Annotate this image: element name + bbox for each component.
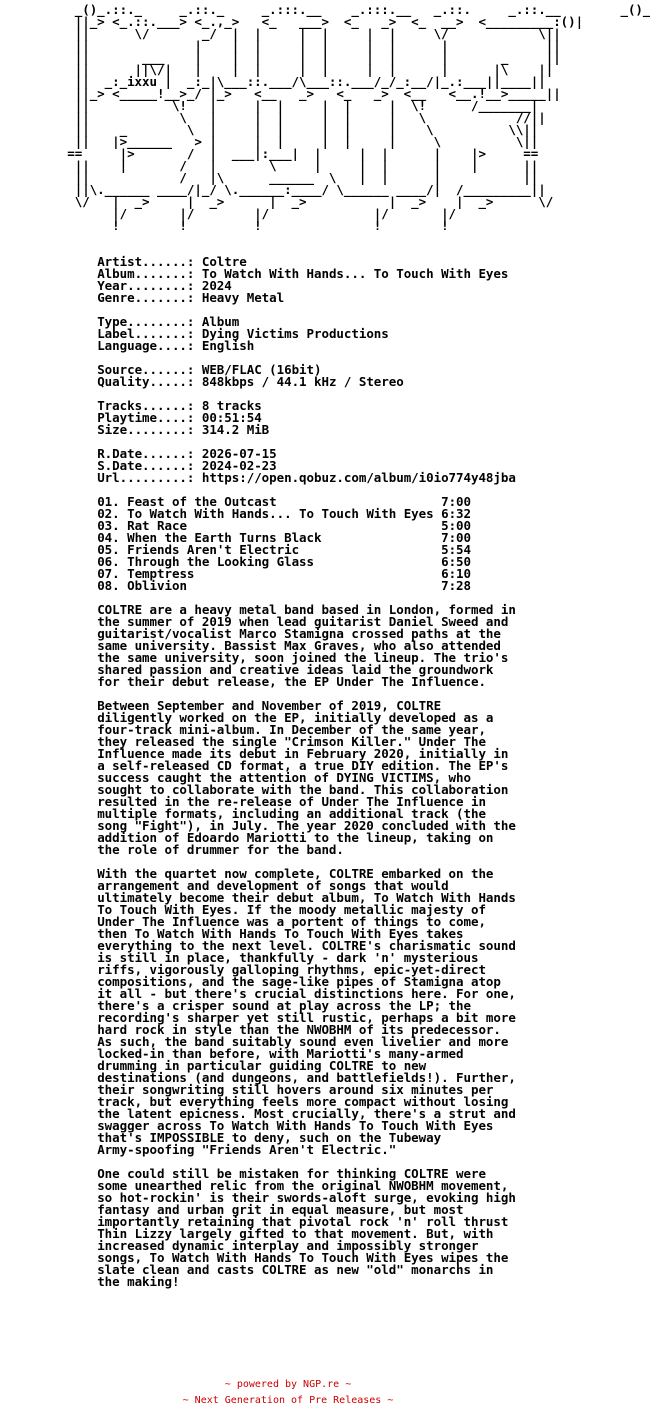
track-duration: 7:00: [441, 494, 471, 509]
description-line: success caught the attention of DYING VICTIMS, who: [97, 770, 471, 785]
track-number: 01.: [97, 494, 120, 509]
description-line: recording's sharper yet still rustic, perhaps a bit more: [97, 1010, 516, 1025]
ascii-art-line: || ___ | | | | | | | | _ ||: [0, 50, 561, 65]
tagline-text: ~ Next Generation of Pre Releases ~: [182, 1395, 394, 1406]
description-line: same university. Bassist Max Graves, who also attended: [97, 638, 501, 653]
description-line: As such, the band suitably sound even livelier and more: [97, 1034, 509, 1049]
track-duration: 6:50: [441, 554, 472, 569]
field-value-album: To Watch With Hands... To Touch With Eyes: [201, 266, 509, 281]
description-line: compositions, and the sage-like pipes of Stamigna atop: [97, 974, 501, 989]
track-duration: 6:32: [441, 506, 472, 521]
description-line: resulted in the re-release of Under The Influence in: [97, 794, 486, 809]
track-title: Through the Looking Glass: [127, 554, 315, 569]
description-line: a self-released CD format, a true DIY edition. The EP's: [97, 758, 509, 773]
description-line: destinations (and dungeons, and battlefields!). Further,: [97, 1070, 516, 1085]
track-duration: 5:00: [441, 518, 472, 533]
field-value-label: Dying Victims Productions: [201, 326, 389, 341]
field-label-tracks: Tracks......:: [97, 398, 195, 413]
field-value-url: https://open.qobuz.com/album/i0io774y48jba: [201, 470, 516, 485]
field-label-genre: Genre.......:: [97, 290, 195, 305]
description-line: importantly retaining that pivotal rock 'n' roll thrust: [97, 1214, 509, 1229]
description-line: song "Fight"), in July. The year 2020 concluded with the: [97, 818, 516, 833]
track-number: 05.: [97, 542, 120, 557]
description-line: To Touch With Eyes. If the moody metallic majesty of: [97, 902, 486, 917]
description-line: for their debut release, the EP Under The Influence.: [97, 674, 486, 689]
ascii-art-line: || ||\/| | | | | | | | | |\ ||: [0, 62, 554, 77]
field-label-artist: Artist......:: [97, 254, 195, 269]
description-line: the latent epicness. Most crucially, there's a strut and: [97, 1106, 516, 1121]
ascii-art-line: ||_> <_.::.___> <_.,_> <_ ___> <_ _> <_ __> <_________:()|: [0, 14, 584, 29]
ascii-art-line: _()_.::._ _.::._ _.:::.__ _.:::.__ _.::. _.::.__ _()_: [0, 2, 650, 17]
field-value-quality: 848kbps / 44.1 kHz / Stereo: [201, 374, 404, 389]
description-line: then To Watch With Hands To Touch With Eyes takes: [97, 926, 464, 941]
ascii-art-line: || \! | | | | | | \! /_______|: [0, 98, 539, 113]
ascii-art-line: ! ! ! ! !: [0, 218, 449, 233]
description-line: the role of drummer for the band.: [97, 842, 344, 857]
field-label-quality: Quality.....:: [97, 374, 195, 389]
ascii-art-line: || _:_ixxu | _:_|\___::.___/\___::.___/_/_:__/|_.:___||____||: [0, 74, 546, 89]
description-line: riffs, vigorously galloping rhythms, epic-yet-direct: [97, 962, 486, 977]
track-duration: 6:10: [441, 566, 471, 581]
field-label-year: Year........:: [97, 278, 195, 293]
description-line: With the quartet now complete, COLTRE embarked on the: [97, 866, 494, 881]
track-duration: 5:54: [441, 542, 472, 557]
description-line: songs, To Watch With Hands To Touch With Eyes wipes the: [97, 1250, 509, 1265]
description-line: is still in place, thankfully - dark 'n' mysterious: [97, 950, 479, 965]
ascii-art-line: |/ |/ |/ |/ |/: [0, 206, 457, 221]
description-line: guitarist/vocalist Marco Stamigna crossed paths at the: [97, 626, 501, 641]
ascii-art-line: || |>______ > | | | | | | \ \||: [0, 134, 539, 149]
track-number: 06.: [97, 554, 120, 569]
description-line: drumming in particular guiding COLTRE to new: [97, 1058, 427, 1073]
track-number: 07.: [97, 566, 120, 581]
ascii-art-line: || | | | | | | | | ||: [0, 38, 561, 53]
description-line: Under The Influence was a portent of things to come,: [97, 914, 486, 929]
field-value-genre: Heavy Metal: [201, 290, 285, 305]
field-label-playtime: Playtime....:: [97, 410, 195, 425]
description-line: diligently worked on the EP, initially developed as a: [97, 710, 494, 725]
description-line: multiple formats, including an additional track (the: [97, 806, 486, 821]
description-line: COLTRE are a heavy metal band based in London, formed in: [97, 602, 516, 617]
nfo-text: [0, 2, 650, 1289]
description-line: everything to the next level. COLTRE's charismatic sound: [97, 938, 516, 953]
field-value-size: 314.2 MiB: [201, 422, 270, 437]
ascii-art-line: || _ \ | | | | | | \ \\||: [0, 122, 539, 137]
description-line: fantasy and urban grit in equal measure, but most: [97, 1202, 464, 1217]
track-number: 03.: [97, 518, 120, 533]
field-label-rdate: R.Date......:: [97, 446, 195, 461]
track-title: Oblivion: [127, 578, 187, 593]
field-label-size: Size........:: [97, 422, 195, 437]
description-line: they released the single "Crimson Killer." Under The: [97, 734, 486, 749]
track-title: When the Earth Turns Black: [127, 530, 322, 545]
field-value-artist: Coltre: [201, 254, 247, 269]
field-label-url: Url.........:: [97, 470, 195, 485]
description-line: some unearthed relic from the original NWOBHM movement,: [97, 1178, 509, 1193]
description-line: their songwriting still hovers around six minutes per: [97, 1082, 494, 1097]
ascii-art-line: == |> / | ___|:___| | | | | |> ==: [0, 146, 539, 161]
field-label-type: Type........:: [97, 314, 195, 329]
track-title: Temptress: [127, 566, 195, 581]
description-line: hard rock in style than the NWOBHM of its predecessor.: [97, 1022, 501, 1037]
description-line: locked-in than before, with Mariotti's many-armed: [97, 1046, 464, 1061]
ascii-art-line: ||_> <_____!__>_/ |_> <__ _> <_ _> <__ <__.!__>_____||: [0, 86, 561, 101]
field-value-source: WEB/FLAC (16bit): [201, 362, 322, 377]
description-line: slate clean and casts COLTRE as new "old" monarchs in: [97, 1262, 494, 1277]
description-line: addition of Edoardo Mariotti to the lineup, taking on: [97, 830, 494, 845]
ascii-art-logo: [0, 2, 650, 233]
description-line: ultimately become their debut album, To Watch With Hands: [97, 890, 516, 905]
ascii-art-line: || \ | | | | | | \ //||: [0, 110, 546, 125]
description-line: the summer of 2019 when lead guitarist Daniel Sweed and: [97, 614, 509, 629]
track-title: Friends Aren't Electric: [127, 542, 300, 557]
field-label-language: Language....:: [97, 338, 195, 353]
track-number: 08.: [97, 578, 120, 593]
field-label-sdate: S.Date......:: [97, 458, 195, 473]
track-number: 04.: [97, 530, 120, 545]
description-line: Between September and November of 2019, COLTRE: [97, 698, 442, 713]
field-value-language: English: [201, 338, 255, 353]
description-line: so hot-rockin' is their swords-aloft surge, evoking high: [97, 1190, 516, 1205]
description-line: four-track mini-album. In December of the same year,: [97, 722, 486, 737]
ascii-art-line: || | / | \ | | | | | ||: [0, 158, 539, 173]
track-duration: 7:28: [441, 578, 472, 593]
track-title: To Watch With Hands... To Touch With Eyes: [127, 506, 434, 521]
ascii-art-line: \/ | _> | _> | _> | _> | _> \/: [0, 194, 554, 209]
field-label-source: Source......:: [97, 362, 195, 377]
ascii-art-line: ||\.______ ____/|_/ \.______:____/ \______ ____/| /_________||: [0, 182, 546, 197]
description-line: there's a crisper sound at play across the LP; the: [97, 998, 471, 1013]
field-value-playtime: 00:51:54: [201, 410, 262, 425]
ascii-art-line: || \/ _/ | | | | | | \/ \||: [0, 26, 561, 41]
description-line: it all - but there's crucial distinctions here. For one,: [97, 986, 516, 1001]
field-value-type: Album: [201, 314, 240, 329]
description-line: that's IMPOSSIBLE to deny, such on the Tubeway: [97, 1130, 442, 1145]
track-title: Rat Race: [127, 518, 187, 533]
description-line: Thin Lizzy largely gifted to that movement. But, with: [97, 1226, 494, 1241]
description-line: sought to collaborate with the band. This collaboration: [97, 782, 509, 797]
description-line: shared passion and creative ideas laid the groundwork: [97, 662, 494, 677]
ascii-art-line: || / |\ ______ \ | | | ||: [0, 170, 539, 185]
description-line: swagger across To Watch With Hands To Touch With Eyes: [97, 1118, 494, 1133]
field-value-year: 2024: [201, 278, 232, 293]
description-line: the making!: [97, 1274, 180, 1289]
field-label-album: Album.......:: [97, 266, 195, 281]
description-line: Army-spoofing "Friends Aren't Electric.": [97, 1142, 397, 1157]
field-label-label: Label.......:: [97, 326, 195, 341]
track-number: 02.: [97, 506, 120, 521]
powered-by-text: ~ powered by NGP.re ~: [224, 1379, 352, 1390]
description-line: the same university, soon joined the lineup. The trio's: [97, 650, 509, 665]
track-duration: 7:00: [441, 530, 472, 545]
track-title: Feast of the Outcast: [127, 494, 277, 509]
description-line: track, but everything feels more compact without losing: [97, 1094, 509, 1109]
field-value-rdate: 2026-07-15: [201, 446, 277, 461]
description-line: increased dynamic interplay and impossibly stronger: [97, 1238, 479, 1253]
field-value-tracks: 8 tracks: [201, 398, 262, 413]
description-line: arrangement and development of songs that would: [97, 878, 449, 893]
footer: [0, 1377, 576, 1409]
field-value-sdate: 2024-02-23: [201, 458, 277, 473]
description-line: Influence made its debut in February 2020, initially in: [97, 746, 509, 761]
description-line: One could still be mistaken for thinking COLTRE were: [97, 1166, 486, 1181]
